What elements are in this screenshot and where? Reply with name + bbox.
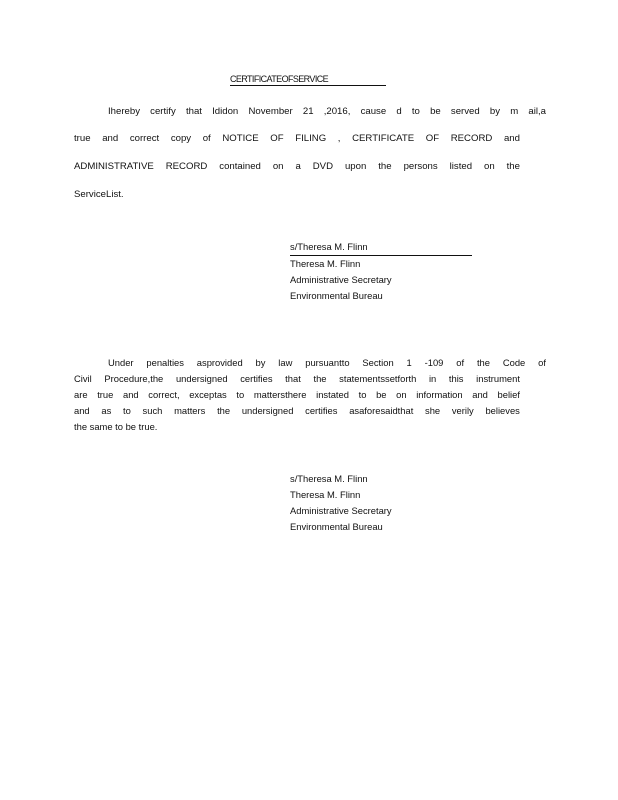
word: and [74,405,90,416]
word: believes [485,405,520,416]
word: Procedure,the [104,373,164,384]
word: by [489,106,501,117]
word: the [476,357,490,368]
word: belief [497,389,520,400]
word: ADMINISTRATIVE [74,161,154,172]
word: 21 [302,106,314,117]
word: true [74,133,91,144]
signer-name: Theresa M. Flinn [290,489,361,500]
word: November [248,106,293,117]
signer-title: Administrative Secretary [290,505,392,516]
word: ail,a [528,106,546,117]
word: on [272,161,284,172]
word: listed [449,161,473,172]
signer-name: Theresa M. Flinn [290,258,361,269]
word: and [503,133,520,144]
paragraph2-line-5 [74,421,520,432]
word: -109 [424,357,444,368]
word: FILING [295,133,327,144]
word: cause [360,106,387,117]
word: on [484,161,495,172]
word: be [376,389,387,400]
word: exceptas [189,389,227,400]
word: on [396,389,407,400]
word: of [456,357,465,368]
word: such [142,405,163,416]
word: certify [150,106,176,117]
signature-block-2 [290,471,392,535]
paragraph1-line-1 [108,106,546,117]
word: and [102,133,119,144]
word: pursuantto [305,357,350,368]
signature-block-1 [290,239,472,304]
signature-line: s/Theresa M. Flinn [290,239,472,256]
word: verily [451,405,474,416]
word: m [510,106,519,117]
certificate-title: CERTIFICATEOFSERVICE [230,74,386,86]
word: Code [502,357,526,368]
word: to [123,405,131,416]
word: are [74,389,88,400]
word: Under [108,357,134,368]
word: a [295,161,301,172]
word: RECORD [165,161,208,172]
word: asprovided [196,357,243,368]
word: Civil [74,373,92,384]
signer-bureau: Environmental Bureau [290,521,383,532]
word: upon [344,161,367,172]
word: d [396,106,402,117]
word: that [185,106,202,117]
paragraph1-line-2 [74,133,520,144]
word: matters [174,405,206,416]
signer-title: Administrative Secretary [290,274,392,285]
word: of [538,357,546,368]
word: law [278,357,293,368]
paragraph2-line-3 [74,389,520,400]
paragraph1-text: ServiceList. [74,189,124,200]
word: penalties [146,357,184,368]
word: correct [129,133,160,144]
word: ,2016, [323,106,351,117]
paragraph2-line-2 [74,373,520,384]
word: to [411,106,420,117]
word: certifies [305,405,338,416]
word: instated [316,389,349,400]
word: the [313,373,327,384]
word: and [123,389,139,400]
word: the [217,405,231,416]
word: 1 [406,357,412,368]
word: undersigned [241,405,294,416]
word: and [472,389,488,400]
word: the [506,161,520,172]
word: this [448,373,464,384]
word: correct, [148,389,180,400]
word: OF [425,133,440,144]
word: the [378,161,392,172]
word: in [428,373,437,384]
word: undersigned [175,373,228,384]
word: Ihereby [108,106,140,117]
word: asaforesaidthat [349,405,414,416]
word: Section [362,357,394,368]
word: as [101,405,112,416]
word: to [358,389,367,400]
word: by [255,357,266,368]
word: DVD [312,161,334,172]
word: that [285,373,301,384]
word: contained [219,161,261,172]
paragraph1-line-3 [74,161,520,172]
word: she [425,405,441,416]
word: , [337,133,341,144]
paragraph2-line-1 [108,357,546,368]
word: information [416,389,463,400]
word: of [202,133,211,144]
word: to [236,389,245,400]
word: RECORD [450,133,493,144]
word: mattersthere [253,389,307,400]
word: copy [170,133,192,144]
word: NOTICE [222,133,259,144]
word: true [97,389,114,400]
paragraph2-line-4 [74,405,520,416]
word: served [450,106,480,117]
signer-bureau: Environmental Bureau [290,290,383,301]
word: persons [403,161,438,172]
word: OF [270,133,284,144]
word: certifies [240,373,273,384]
word: CERTIFICATE [352,133,415,144]
word: statementssetforth [339,373,417,384]
paragraph1-line-4 [74,189,520,200]
word: instrument [476,373,520,384]
signature-line: s/Theresa M. Flinn [290,473,368,484]
paragraph2-text: the same to be true. [74,421,158,432]
word: Ididon [212,106,239,117]
word: be [430,106,441,117]
